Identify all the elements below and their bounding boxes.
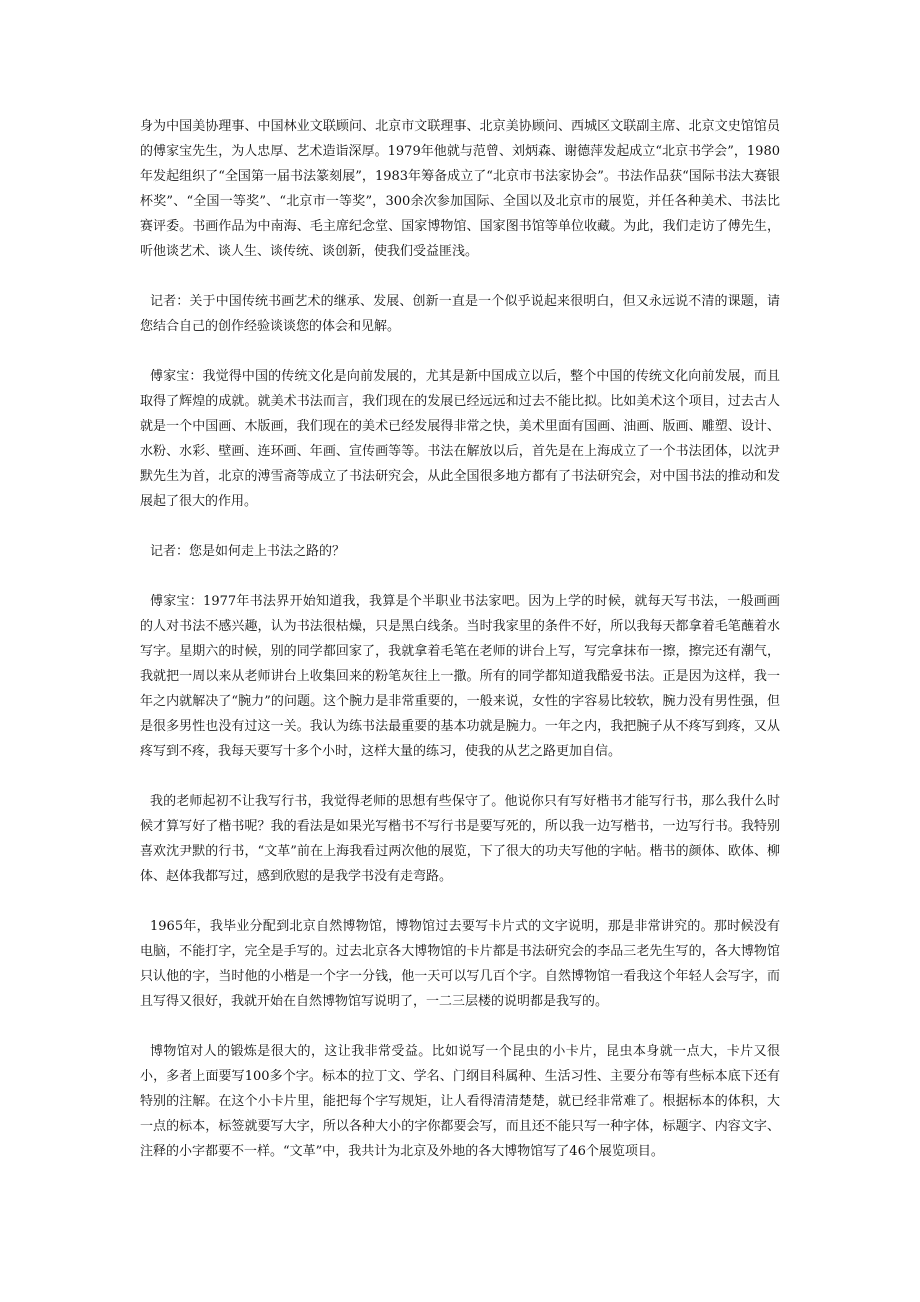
- answer-paragraph: 傅家宝：我觉得中国的传统文化是向前发展的，尤其是新中国成立以后，整个中国的传统文化向前发展，而且取得了辉煌的成就。就美术书法而言，我们现在的发展已经远远和过去不能比拟。比如美术这个项目，过去古人就是一个中国画、木版画，我们现在的美术已经发展得非常之快，美术里面有国画、油画、版画、雕塑、设计、水粉、水彩、壁画、连环画、年画、宣传画等等。书法在解放以后，首先是在上海成立了一个书法团体，以沈尹默先生为首，北京的溥雪斋等成立了书法研究会，从此全国很多地方都有了书法研究会，对中国书法的推动和发展起了很大的作用。: [140, 369, 780, 509]
- document-page: [140, 114, 780, 1189]
- reporter-question-paragraph: 记者：关于中国传统书画艺术的继承、发展、创新一直是一个似乎说起来很明白，但又永远说不清的课题，请您结合自己的创作经验谈谈您的体会和见解。: [140, 294, 780, 334]
- answer-paragraph: 傅家宝：1977年书法界开始知道我，我算是个半职业书法家吧。因为上学的时候，就每天写书法，一般画画的人对书法不感兴趣，认为书法很枯燥，只是黑白线条。当时我家里的条件不好，所以我每天都拿着毛笔蘸着水写字。星期六的时候，别的同学都回家了，我就拿着毛笔在老师的讲台上写，写完拿抹布一擦，擦完还有潮气，我就把一周以来从老师讲台上收集回来的粉笔灰往上一撒。所有的同学都知道我酷爱书法。正是因为这样，我一年之内就解决了“腕力”的问题。这个腕力是非常重要的，一般来说，女性的字容易比较软，腕力没有男性强，但是很多男性也没有过这一关。我认为练书法最重要的基本功就是腕力。一年之内，我把腕子从不疼写到疼，又从疼写到不疼，我每天要写十多个小时，这样大量的练习，使我的从艺之路更加自信。: [140, 594, 780, 759]
- body-paragraph: 我的老师起初不让我写行书，我觉得老师的思想有些保守了。他说你只有写好楷书才能写行书，那么我什么时候才算写好了楷书呢？我的看法是如果光写楷书不写行书是要写死的，所以我一边写楷书，一边写行书。我特别喜欢沈尹默的行书，“文革”前在上海我看过两次他的展览，下了很大的功夫写他的字帖。楷书的颜体、欧体、柳体、赵体我都写过，感到欣慰的是我学书没有走弯路。: [140, 794, 780, 884]
- body-paragraph: 博物馆对人的锻炼是很大的，这让我非常受益。比如说写一个昆虫的小卡片，昆虫本身就一点大，卡片又很小，多者上面要写100多个字。标本的拉丁文、学名、门纲目科属种、生活习性、主要分布等有些标本底下还有特别的注解。在这个小卡片里，能把每个字写规矩，让人看得清清楚楚，就已经非常难了。根据标本的体积，大一点的标本，标签就要写大字，所以各种大小的字你都要会写，而且还不能只写一种字体，标题字、内容文字、注释的小字都要不一样。“文革”中，我共计为北京及外地的各大博物馆写了46个展览项目。: [140, 1044, 780, 1159]
- reporter-question-paragraph: 记者：您是如何走上书法之路的？: [150, 544, 346, 559]
- body-paragraph: 1965年，我毕业分配到北京自然博物馆，博物馆过去要写卡片式的文字说明，那是非常讲究的。那时候没有电脑，不能打字，完全是手写的。过去北京各大博物馆的卡片都是书法研究会的李品三老先生写的，各大博物馆只认他的字，当时他的小楷是一个字一分钱，他一天可以写几百个字。自然博物馆一看我这个年轻人会写字，而且写得又很好，我就开始在自然博物馆写说明了，一二三层楼的说明都是我写的。: [140, 919, 780, 1009]
- intro-paragraph: 身为中国美协理事、中国林业文联顾问、北京市文联理事、北京美协顾问、西城区文联副主席、北京文史馆馆员的傅家宝先生，为人忠厚、艺术造诣深厚。1979年他就与范曾、刘炳森、谢德萍发起成立“北京书学会”，1980年发起组织了“全国第一届书法篆刻展”，1983年筹备成立了“北京市书法家协会”。书法作品获“国际书法大赛银杯奖”、“全国一等奖”、“北京市一等奖”，300余次参加国际、全国以及北京市的展览，并任各种美术、书法比赛评委。书画作品为中南海、毛主席纪念堂、国家博物馆、国家图书馆等单位收藏。为此，我们走访了傅先生，听他谈艺术、谈人生、谈传统、谈创新，使我们受益匪浅。: [140, 119, 780, 259]
